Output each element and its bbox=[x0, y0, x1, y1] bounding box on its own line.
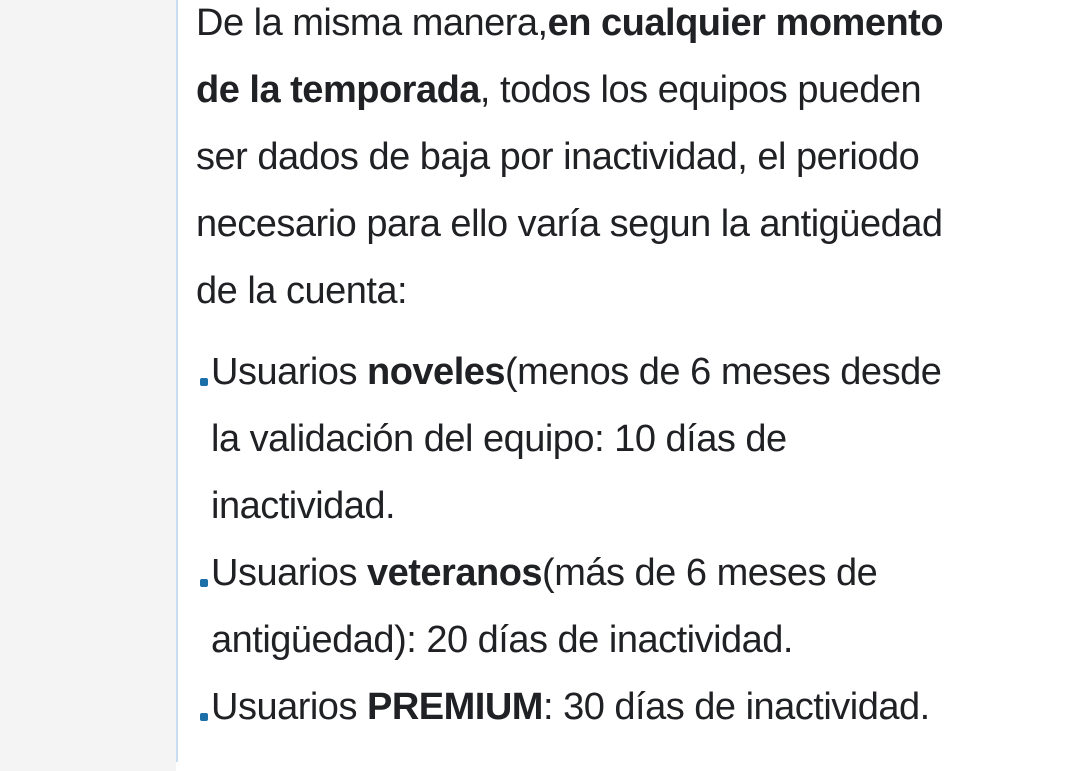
list-item bbox=[196, 674, 1076, 741]
bullet-dot-icon bbox=[200, 378, 208, 386]
text-line bbox=[196, 540, 1076, 607]
text-line bbox=[196, 191, 1076, 258]
bold-text-run: PREMIUM bbox=[367, 686, 543, 728]
bullet-dot-icon bbox=[200, 579, 208, 587]
text-line bbox=[196, 674, 1076, 741]
text-run: Usuarios bbox=[211, 552, 367, 594]
text-line bbox=[196, 258, 1076, 325]
text-run: , todos los equipos pueden bbox=[479, 69, 922, 111]
text-run: De la misma manera, bbox=[196, 2, 548, 44]
text-run: antigüedad): 20 días de inactividad. bbox=[211, 619, 793, 661]
text-run: de la cuenta: bbox=[196, 270, 408, 312]
vertical-divider bbox=[176, 0, 178, 762]
text-line bbox=[196, 473, 1076, 540]
list-item bbox=[196, 540, 1076, 674]
text-run: inactividad. bbox=[211, 485, 396, 527]
text-line bbox=[196, 124, 1076, 191]
paragraph bbox=[196, 0, 1076, 325]
list-item bbox=[196, 339, 1076, 540]
text-run: la validación del equipo: 10 días de bbox=[211, 418, 787, 460]
text-run: (más de 6 meses de bbox=[542, 552, 878, 594]
bullet-dot-icon bbox=[200, 713, 208, 721]
text-run: : 30 días de inactividad. bbox=[542, 686, 930, 728]
text-run: Usuarios bbox=[211, 351, 367, 393]
bold-text-run: en cualquier momento bbox=[547, 2, 944, 44]
text-run: necesario para ello varía segun la antigüedad bbox=[196, 203, 943, 245]
text-line bbox=[196, 406, 1076, 473]
inactivity-rules-list bbox=[196, 339, 1076, 741]
bold-text-run: noveles bbox=[367, 351, 506, 393]
bold-text-run: veteranos bbox=[367, 552, 543, 594]
left-sidebar bbox=[0, 0, 176, 771]
text-run: Usuarios bbox=[211, 686, 367, 728]
text-line bbox=[196, 0, 1076, 57]
content-area bbox=[196, 0, 1076, 741]
text-line bbox=[196, 57, 1076, 124]
text-run: ser dados de baja por inactividad, el periodo bbox=[196, 136, 920, 178]
text-line bbox=[196, 607, 1076, 674]
text-line bbox=[196, 339, 1076, 406]
text-run: (menos de 6 meses desde bbox=[505, 351, 942, 393]
bold-text-run: de la temporada bbox=[196, 69, 480, 111]
